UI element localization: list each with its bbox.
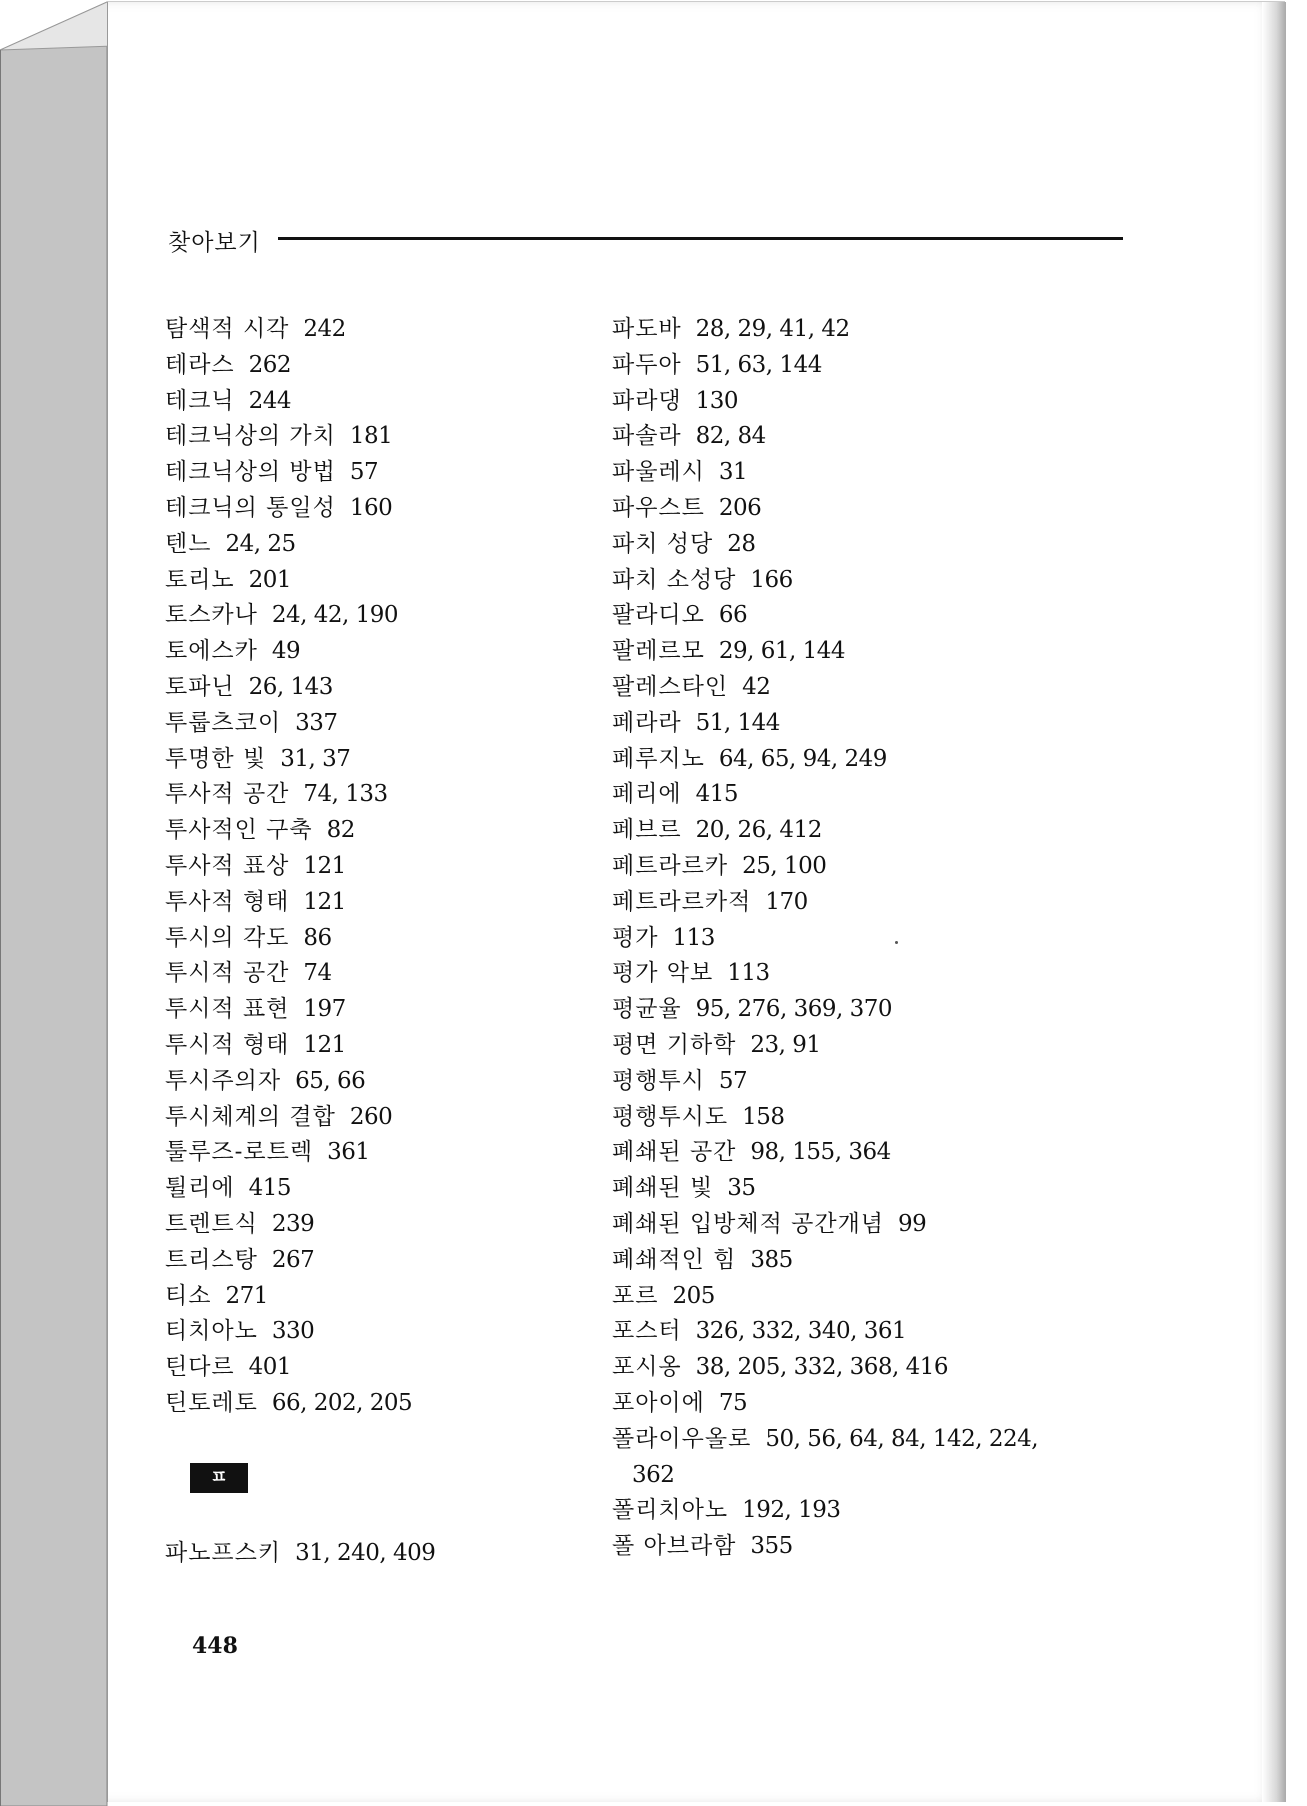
index-term: 투사적 공간 — [165, 781, 290, 808]
index-entry — [165, 1135, 565, 1171]
index-term: 평행투시도 — [612, 1103, 729, 1130]
index-pages: 24, 25 — [225, 530, 296, 557]
index-term: 텐느 — [165, 530, 212, 557]
index-term: 파우스트 — [612, 494, 705, 521]
index-pages: 64, 65, 94, 249 — [718, 745, 887, 772]
index-pages: 113 — [672, 924, 715, 951]
index-pages: 75 — [718, 1389, 748, 1416]
index-pages: 337 — [295, 709, 338, 736]
index-column-left — [165, 312, 565, 1422]
index-entry — [165, 1100, 565, 1136]
index-pages: 26, 143 — [248, 673, 333, 700]
index-term: 트렌트식 — [165, 1210, 258, 1237]
index-entry — [165, 527, 565, 563]
index-entry — [612, 885, 1132, 921]
page-number: 448 — [192, 1633, 238, 1659]
index-term: 폐쇄된 공간 — [612, 1139, 737, 1166]
index-entry — [165, 742, 565, 778]
index-pages: 415 — [248, 1175, 292, 1202]
index-term: 투사적인 구축 — [165, 817, 313, 844]
index-term: 평면 기하학 — [612, 1031, 737, 1058]
index-pages: 197 — [303, 996, 346, 1023]
index-term: 페라라 — [612, 709, 682, 736]
index-entry — [612, 992, 1132, 1028]
index-entry — [612, 1207, 1132, 1243]
index-pages: 401 — [248, 1354, 292, 1381]
index-term: 투시주의자 — [165, 1067, 282, 1094]
index-entry — [612, 419, 1132, 455]
index-pages: 23, 91 — [750, 1031, 821, 1058]
index-pages: 57 — [718, 1067, 748, 1094]
index-pages: 160 — [349, 494, 393, 521]
index-term: 파노프스키 — [165, 1540, 282, 1566]
index-pages: 113 — [727, 960, 770, 987]
index-pages: 362 — [632, 1461, 675, 1488]
index-term: 파솔라 — [612, 423, 682, 450]
index-pages: 166 — [750, 566, 793, 593]
index-term: 폴리치아노 — [612, 1497, 729, 1524]
index-entry — [612, 1064, 1132, 1100]
index-entry — [612, 598, 1132, 634]
index-pages: 181 — [349, 423, 393, 450]
index-entry — [165, 849, 565, 885]
index-entry — [612, 1386, 1132, 1422]
index-term: 투시의 각도 — [165, 924, 290, 951]
index-entry — [165, 1314, 565, 1350]
index-pages: 415 — [695, 781, 739, 808]
index-term: 폐쇄적인 힘 — [612, 1246, 737, 1273]
index-pages: 121 — [303, 888, 346, 915]
index-entry — [165, 348, 565, 384]
index-term: 토파닌 — [165, 673, 235, 700]
index-pages: 121 — [303, 852, 346, 879]
index-term: 평균율 — [612, 996, 682, 1023]
index-term: 페루지노 — [612, 745, 705, 772]
index-term: 평행투시 — [612, 1067, 705, 1094]
index-term: 팔라디오 — [612, 602, 705, 629]
index-entry — [612, 742, 1132, 778]
index-term: 폐쇄된 빛 — [612, 1175, 714, 1202]
index-entry — [612, 921, 1132, 957]
index-pages: 35 — [727, 1175, 756, 1202]
index-term: 포스터 — [612, 1318, 682, 1345]
page-edge-shadow — [1262, 2, 1286, 1802]
index-entry — [612, 706, 1132, 742]
index-term: 파치 성당 — [612, 530, 714, 557]
index-term: 파울레시 — [612, 459, 705, 486]
index-pages: 205 — [672, 1282, 715, 1309]
index-header — [168, 224, 1123, 254]
index-term: 페리에 — [612, 781, 682, 808]
index-pages: 82, 84 — [695, 423, 766, 450]
index-entry — [165, 419, 565, 455]
index-pages: 42 — [742, 673, 771, 700]
index-pages: 50, 56, 64, 84, 142, 224, — [765, 1425, 1039, 1452]
index-term: 티치아노 — [165, 1318, 258, 1345]
index-pages: 20, 26, 412 — [695, 817, 822, 844]
index-term: 테크닉상의 가치 — [165, 423, 336, 450]
index-entry — [612, 849, 1132, 885]
index-entry — [165, 956, 565, 992]
index-entry — [612, 1314, 1132, 1350]
index-pages: 66 — [718, 602, 748, 629]
index-term: 파두아 — [612, 351, 682, 378]
index-term: 토스카나 — [165, 602, 258, 629]
index-pages: 38, 205, 332, 368, 416 — [695, 1354, 949, 1381]
index-term: 포아이에 — [612, 1389, 705, 1416]
index-term: 투시적 공간 — [165, 960, 290, 987]
index-pages: 355 — [750, 1533, 793, 1560]
index-entry — [165, 706, 565, 742]
index-term: 툴루즈-로트렉 — [165, 1139, 314, 1166]
index-pages: 99 — [898, 1210, 927, 1237]
index-entry — [165, 598, 565, 634]
index-pages: 170 — [765, 888, 808, 915]
index-entry — [612, 1350, 1132, 1386]
index-pages: 28, 29, 41, 42 — [695, 316, 850, 342]
index-pages: 24, 42, 190 — [271, 602, 399, 629]
index-term: 페브르 — [612, 817, 682, 844]
index-term: 투사적 표상 — [165, 852, 290, 879]
index-pages: 121 — [303, 1031, 346, 1058]
index-entry — [165, 1243, 565, 1279]
index-pages: 244 — [248, 387, 292, 414]
index-pages: 267 — [271, 1246, 315, 1273]
index-entry — [612, 1279, 1132, 1315]
index-entry — [612, 777, 1132, 813]
index-entry — [612, 1100, 1132, 1136]
index-pages: 86 — [303, 924, 332, 951]
index-entry — [612, 527, 1132, 563]
index-entry — [612, 634, 1132, 670]
index-pages: 31, 240, 409 — [295, 1540, 436, 1566]
index-pages: 82 — [326, 817, 355, 844]
index-entry — [612, 1243, 1132, 1279]
index-entry — [165, 312, 565, 348]
index-term: 투시적 형태 — [165, 1031, 290, 1058]
index-pages: 65, 66 — [295, 1067, 366, 1094]
index-pages: 158 — [742, 1103, 785, 1130]
index-term: 투시체계의 결합 — [165, 1103, 336, 1130]
index-pages: 206 — [718, 494, 762, 521]
index-term: 투명한 빛 — [165, 745, 267, 772]
index-entry — [612, 384, 1132, 420]
index-entry — [612, 455, 1132, 491]
index-pages: 25, 100 — [742, 852, 827, 879]
index-pages: 242 — [303, 316, 346, 342]
index-pages: 49 — [271, 638, 301, 665]
index-entry — [165, 885, 565, 921]
index-entry — [612, 670, 1132, 706]
index-pages: 201 — [248, 566, 292, 593]
index-pages: 98, 155, 364 — [750, 1139, 891, 1166]
index-term: 팔레스타인 — [612, 673, 729, 700]
index-entry — [165, 1207, 565, 1243]
index-term: 테크닉 — [165, 387, 235, 414]
index-column-right — [612, 312, 1132, 1565]
header-rule — [278, 237, 1123, 240]
index-pages: 57 — [349, 459, 379, 486]
index-term: 팔레르모 — [612, 638, 705, 665]
index-pages: 74, 133 — [303, 781, 388, 808]
index-pages: 262 — [248, 351, 292, 378]
index-entry — [165, 921, 565, 957]
index-pages: 51, 144 — [695, 709, 780, 736]
index-pages: 239 — [271, 1210, 315, 1237]
index-pages: 260 — [349, 1103, 393, 1130]
index-entry — [612, 312, 1132, 348]
index-term: 폐쇄된 입방체적 공간개념 — [612, 1210, 885, 1237]
index-term: 폴라이우올로 — [612, 1425, 752, 1452]
index-entry — [612, 1171, 1132, 1207]
index-term: 투룹츠코이 — [165, 709, 282, 736]
index-entry — [165, 1386, 565, 1422]
index-entry — [165, 563, 565, 599]
index-term: 페트라르카적 — [612, 888, 752, 915]
index-pages: 361 — [327, 1139, 370, 1166]
index-term: 튈리에 — [165, 1175, 235, 1202]
index-entry — [165, 455, 565, 491]
index-entry — [612, 813, 1132, 849]
index-term: 티소 — [165, 1282, 212, 1309]
index-entry — [612, 1422, 1132, 1458]
index-entry — [165, 1350, 565, 1386]
index-entry — [165, 1536, 435, 1572]
index-term: 파라댕 — [612, 387, 682, 414]
index-title: 찾아보기 — [168, 230, 261, 256]
index-entry — [612, 1493, 1132, 1529]
index-term: 파도바 — [612, 316, 682, 342]
index-entry — [165, 491, 565, 527]
index-pages: 51, 63, 144 — [695, 351, 822, 378]
index-pages: 326, 332, 340, 361 — [695, 1318, 907, 1345]
index-term: 트리스탕 — [165, 1246, 258, 1273]
index-term: 페트라르카 — [612, 852, 729, 879]
index-pages: 31 — [718, 459, 748, 486]
index-term: 탐색적 시각 — [165, 316, 290, 342]
index-entry — [165, 670, 565, 706]
index-entry — [612, 1529, 1132, 1565]
index-pages: 271 — [225, 1282, 268, 1309]
index-entry — [165, 813, 565, 849]
index-term: 파치 소성당 — [612, 566, 737, 593]
index-pages: 330 — [271, 1318, 315, 1345]
index-pages: 66, 202, 205 — [271, 1389, 413, 1416]
index-term: 평가 악보 — [612, 960, 714, 987]
index-term: 투사적 형태 — [165, 888, 290, 915]
index-term: 포르 — [612, 1282, 659, 1309]
index-term: 테크닉상의 방법 — [165, 459, 336, 486]
index-term: 토에스카 — [165, 638, 258, 665]
index-entry — [165, 777, 565, 813]
index-pages: 31, 37 — [280, 745, 351, 772]
index-entry — [612, 1135, 1132, 1171]
index-entry-continuation — [612, 1458, 1132, 1494]
index-entry — [165, 1171, 565, 1207]
index-term: 테크닉의 통일성 — [165, 494, 336, 521]
index-pages: 385 — [750, 1246, 793, 1273]
section-marker: ㅍ — [190, 1463, 248, 1493]
index-pages: 130 — [695, 387, 739, 414]
index-term: 틴다르 — [165, 1354, 235, 1381]
index-entry — [612, 348, 1132, 384]
index-entry — [612, 956, 1132, 992]
index-pages: 95, 276, 369, 370 — [695, 996, 892, 1023]
index-term: 폴 아브라함 — [612, 1533, 737, 1560]
index-entry — [165, 1279, 565, 1315]
index-pages: 74 — [303, 960, 332, 987]
index-entry — [612, 1028, 1132, 1064]
index-entry — [165, 992, 565, 1028]
index-term: 평가 — [612, 924, 659, 951]
index-entry — [165, 1064, 565, 1100]
index-entry — [165, 384, 565, 420]
speck-mark — [895, 941, 898, 944]
index-pages: 28 — [727, 530, 756, 557]
index-term: 투시적 표현 — [165, 996, 290, 1023]
index-term: 틴토레토 — [165, 1389, 258, 1416]
index-entry — [165, 1028, 565, 1064]
index-term: 포시옹 — [612, 1354, 682, 1381]
index-term: 토리노 — [165, 566, 235, 593]
index-pages: 29, 61, 144 — [718, 638, 846, 665]
index-entry — [612, 563, 1132, 599]
index-term: 테라스 — [165, 351, 235, 378]
index-entry — [165, 634, 565, 670]
index-pages: 192, 193 — [742, 1497, 841, 1524]
index-entry — [612, 491, 1132, 527]
